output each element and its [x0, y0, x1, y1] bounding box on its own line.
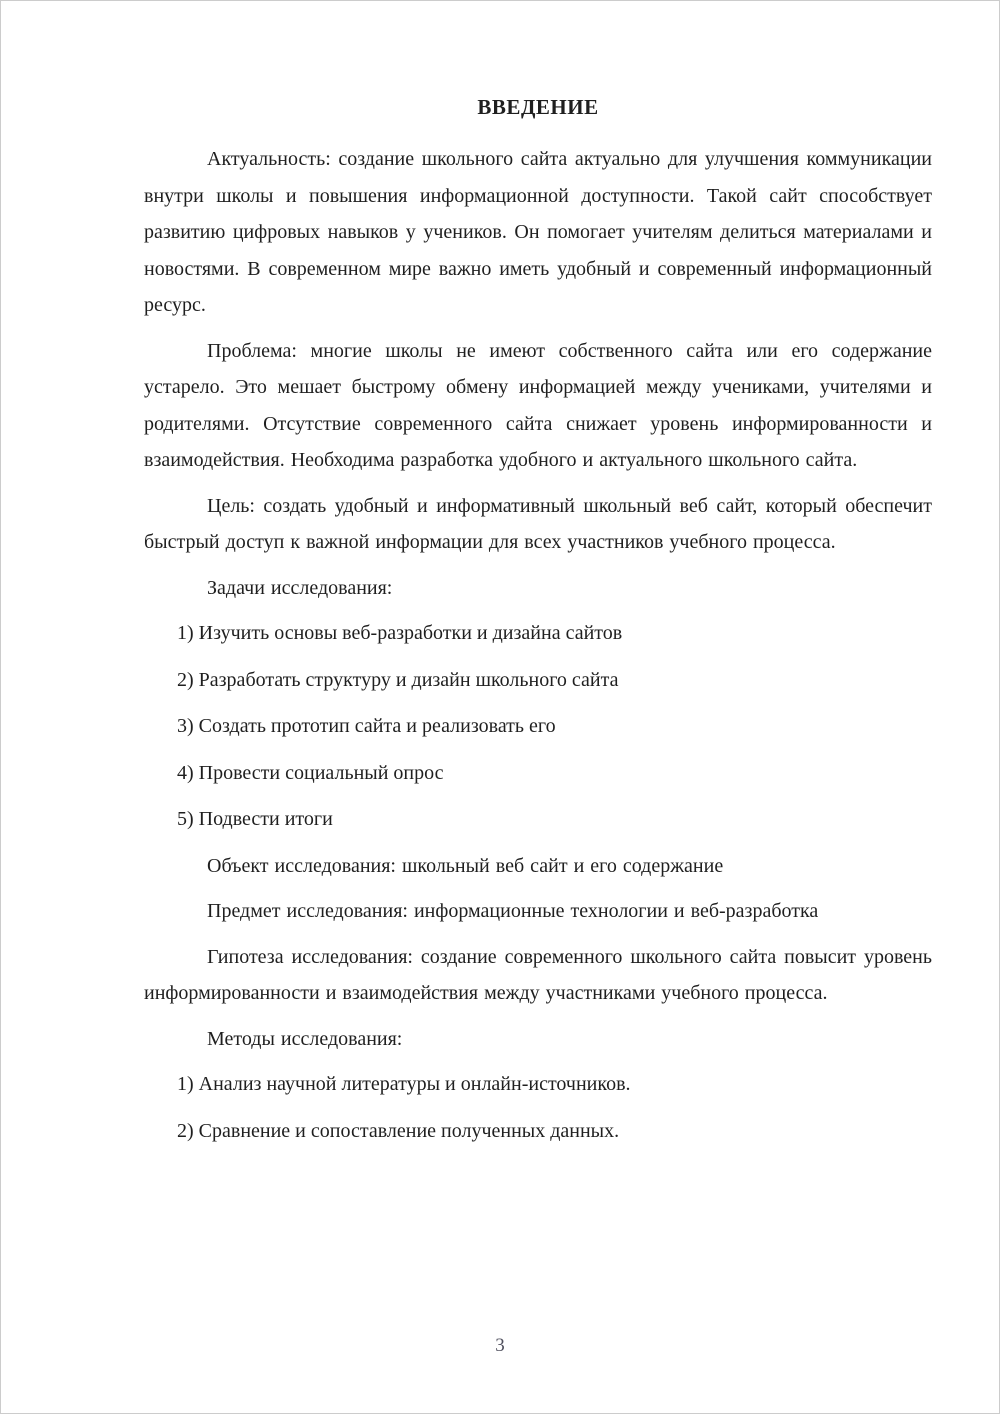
- paragraph-goal: Цель: создать удобный и информативный школьный веб сайт, который обеспечит быстрый доступ к важной информации для всех участников учебного процесса.: [144, 494, 932, 553]
- task-item-1: 1) Изучить основы веб-разработки и дизайна сайтов: [177, 622, 623, 644]
- page-title: ВВЕДЕНИЕ: [477, 95, 599, 119]
- task-item-5: 5) Подвести итоги: [177, 808, 333, 830]
- methods-heading: Методы исследования:: [207, 1027, 403, 1050]
- paragraph-object: Объект исследования: школьный веб сайт и его содержание: [207, 854, 724, 877]
- paragraph-relevance: Актуальность: создание школьного сайта актуально для улучшения коммуникации внутри школы и повышения информационной доступности. Такой сайт способствует развитию цифровых навыков у учеников. Он помогает учителям делиться материалами и новостями. В современном мире важно иметь удобный и современный информационный ресурс.: [144, 148, 932, 316]
- task-item-3: 3) Создать прототип сайта и реализовать его: [177, 715, 556, 737]
- paragraph-subject: Предмет исследования: информационные технологии и веб-разработка: [207, 900, 819, 922]
- paragraph-hypothesis: Гипотеза исследования: создание современного школьного сайта повысит уровень информированности и взаимодействия между участниками учебного процесса.: [144, 945, 932, 1004]
- document-body: [144, 89, 932, 1159]
- method-item-1: 1) Анализ научной литературы и онлайн-источников.: [177, 1073, 631, 1095]
- method-item-2: 2) Сравнение и сопоставление полученных данных.: [177, 1119, 620, 1142]
- page-number: 3: [495, 1335, 505, 1356]
- task-item-4: 4) Провести социальный опрос: [177, 761, 444, 784]
- paragraph-problem: Проблема: многие школы не имеют собственного сайта или его содержание устарело. Это мешает быстрому обмену информацией между учениками, учителями и родителями. Отсутствие современного сайта снижает уровень информированности и взаимодействия. Необходима разработка удобного и актуального школьного сайта.: [144, 339, 932, 471]
- task-item-2: 2) Разработать структуру и дизайн школьного сайта: [177, 668, 619, 691]
- tasks-heading: Задачи исследования:: [207, 576, 393, 599]
